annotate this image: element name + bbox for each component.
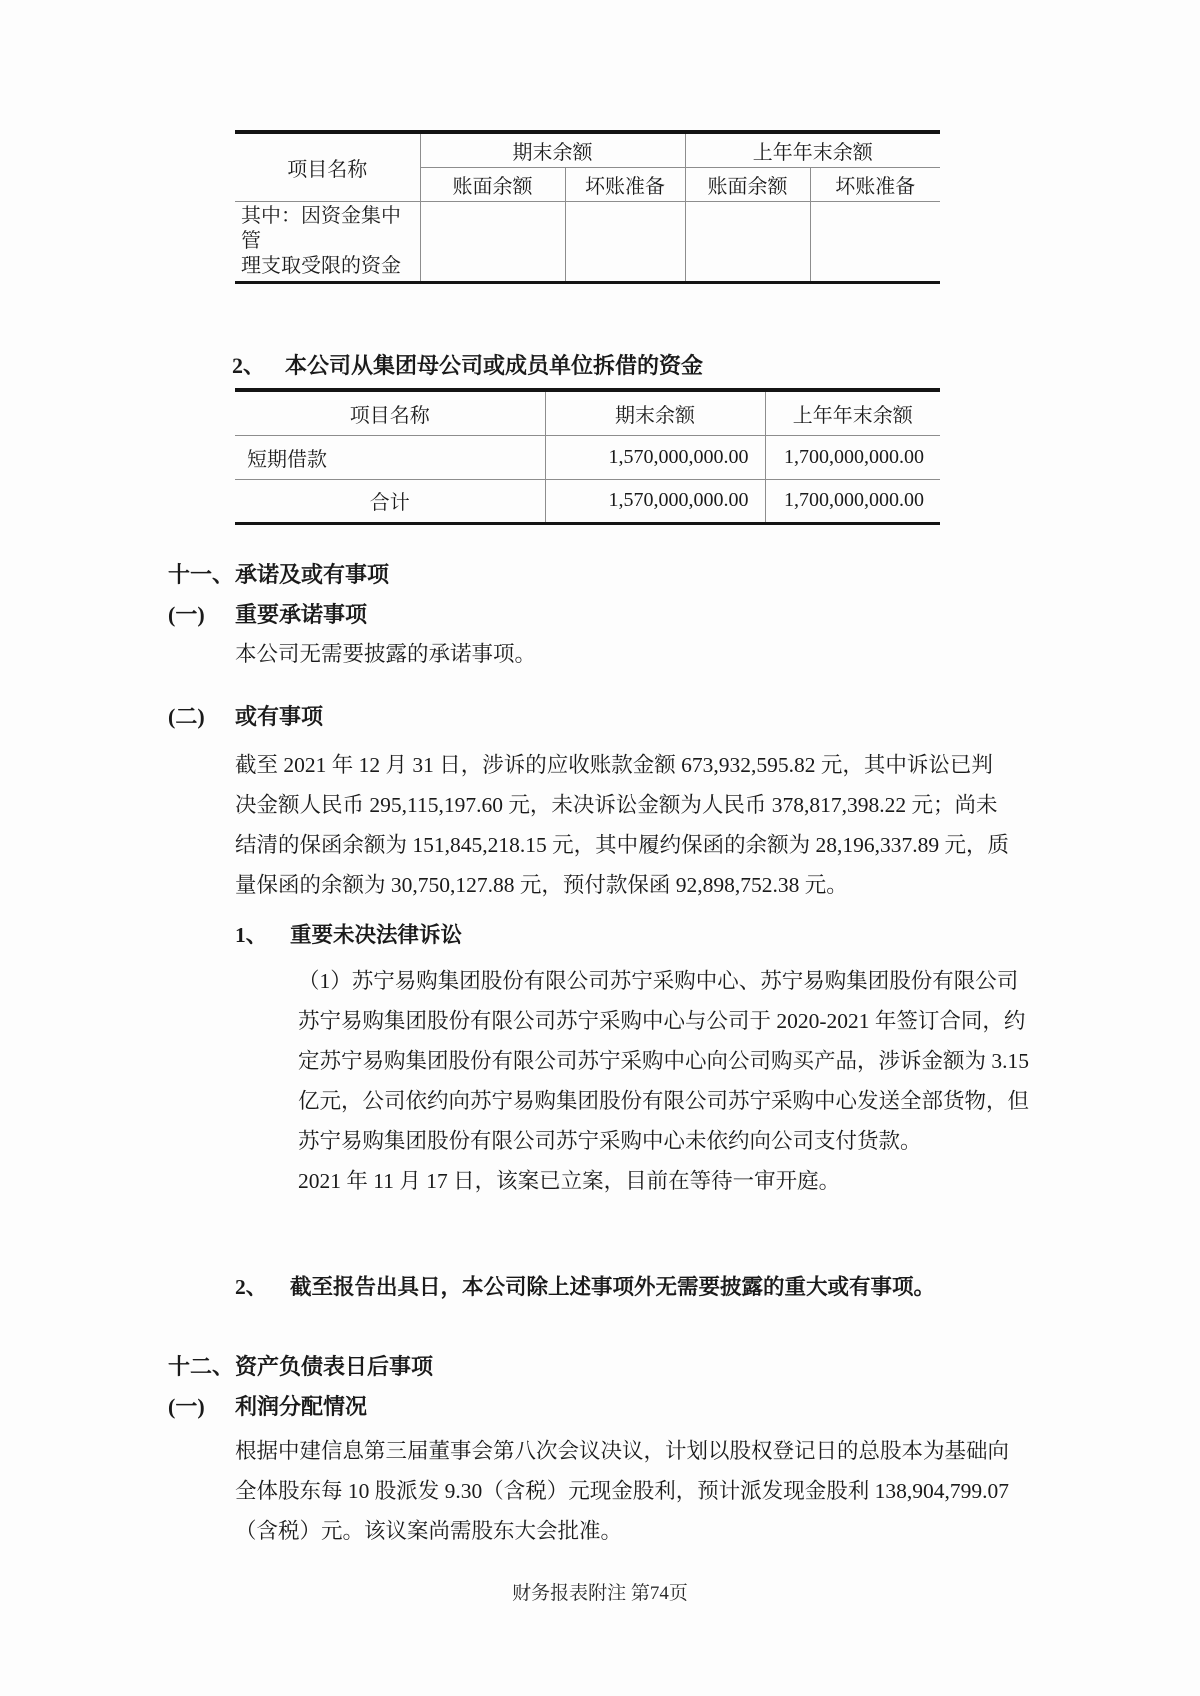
borrowed-funds-heading — [232, 352, 1200, 380]
pending-litigation-heading — [235, 921, 1200, 949]
heading-title: 重要承诺事项 — [235, 601, 368, 627]
heading-number: 十一、 — [168, 561, 235, 587]
table1-header-closing-bad-debt: 坏账准备 — [565, 168, 685, 202]
section-11-heading — [168, 561, 1200, 589]
paragraph-line: 定苏宁易购集团股份有限公司苏宁采购中心向公司购买产品，涉诉金额为 3.15 — [298, 1048, 1030, 1073]
table2-row-short-term-loan — [235, 435, 940, 479]
table1-cell-closing-book — [420, 202, 565, 283]
paragraph-line: 苏宁易购集团股份有限公司苏宁采购中心与公司于 2020-2021 年签订合同，约 — [298, 1008, 1026, 1033]
item-name-line2: 理支取受限的资金 — [241, 255, 401, 277]
item-name-line1: 其中：因资金集中管 — [241, 205, 401, 252]
table1-cell-closing-bad — [565, 202, 685, 283]
table2-cell-closing: 1,570,000,000.00 — [545, 435, 765, 479]
table2-header-item-name: 项目名称 — [235, 390, 545, 435]
table1-header-prior-bad-debt: 坏账准备 — [810, 168, 940, 202]
heading-title: 利润分配情况 — [235, 1393, 368, 1419]
table2-cell-total-prior: 1,700,000,000.00 — [765, 479, 940, 523]
heading-number: (一) — [168, 601, 205, 627]
heading-number: 1、 — [235, 922, 268, 947]
paragraph-line: 全体股东每 10 股派发 9.30（含税）元现金股利，预计派发现金股利 138,904,799.07 — [235, 1478, 1010, 1503]
heading-title: 重要未决法律诉讼 — [290, 922, 463, 947]
restricted-funds-table — [235, 130, 940, 284]
heading-number: (一) — [168, 1393, 205, 1419]
paragraph-line: 亿元，公司依约向苏宁易购集团股份有限公司苏宁采购中心发送全部货物，但 — [298, 1088, 1030, 1113]
page-footer: 财务报表附注 第74页 — [512, 1583, 688, 1604]
contingencies-paragraph — [235, 745, 1047, 905]
heading-number: 2、 — [235, 1274, 268, 1299]
no-other-contingencies-heading — [235, 1273, 1200, 1301]
table1-header-prior-year-balance: 上年年末余额 — [685, 132, 940, 168]
table1-cell-item-name — [235, 202, 420, 283]
heading-title: 截至报告出具日，本公司除上述事项外无需要披露的重大或有事项。 — [290, 1274, 936, 1299]
commitments-body-text: 本公司无需要披露的承诺事项。 — [235, 641, 537, 666]
heading-title: 承诺及或有事项 — [235, 561, 390, 587]
table1-header-closing-balance: 期末余额 — [420, 132, 685, 168]
table1-header-closing-book-balance: 账面余额 — [420, 168, 565, 202]
borrowed-funds-table — [235, 388, 940, 525]
paragraph-line: 2021 年 11 月 17 日，该案已立案，目前在等待一审开庭。 — [298, 1168, 841, 1193]
paragraph-line: 决金额人民币 295,115,197.60 元，未决诉讼金额为人民币 378,817,398.22 元；尚未 — [235, 792, 998, 817]
profit-distribution-paragraph — [235, 1431, 1047, 1551]
table2-cell-name: 短期借款 — [235, 435, 545, 479]
section-12-heading — [168, 1353, 1200, 1381]
table2-cell-prior: 1,700,000,000.00 — [765, 435, 940, 479]
paragraph-line: 根据中建信息第三届董事会第八次会议决议，计划以股权登记日的总股本为基础向 — [235, 1438, 1010, 1463]
heading-title: 本公司从集团母公司或成员单位拆借的资金 — [285, 353, 704, 378]
table1-header-item-name: 项目名称 — [235, 132, 420, 202]
paragraph-line: 截至 2021 年 12 月 31 日，涉诉的应收账款金额 673,932,595.82 元，其中诉讼已判 — [235, 752, 993, 777]
table1-row-restricted-funds — [235, 202, 940, 283]
table1-header-row-1 — [235, 132, 940, 168]
section-11-1-heading — [168, 601, 1200, 629]
heading-title: 资产负债表日后事项 — [235, 1353, 434, 1379]
heading-number: 十二、 — [168, 1353, 235, 1379]
table1-cell-prior-bad — [810, 202, 940, 283]
table2-row-total — [235, 479, 940, 523]
paragraph-line: （1）苏宁易购集团股份有限公司苏宁采购中心、苏宁易购集团股份有限公司 — [298, 968, 1019, 993]
table1-header-prior-book-balance: 账面余额 — [685, 168, 810, 202]
table2-header-row — [235, 390, 940, 435]
table1-cell-prior-book — [685, 202, 810, 283]
paragraph-line: （含税）元。该议案尚需股东大会批准。 — [235, 1518, 623, 1543]
table2-cell-total-label: 合计 — [235, 479, 545, 523]
heading-number: 2、 — [232, 353, 266, 378]
section-12-1-heading — [168, 1393, 1200, 1421]
litigation-paragraph — [298, 961, 1048, 1201]
table2-header-closing-balance: 期末余额 — [545, 390, 765, 435]
table2-header-prior-year-balance: 上年年末余额 — [765, 390, 940, 435]
paragraph-line: 结清的保函余额为 151,845,218.15 元，其中履约保函的余额为 28,196,337.89 元，质 — [235, 832, 1010, 857]
paragraph-line: 量保函的余额为 30,750,127.88 元，预付款保函 92,898,752.38 元。 — [235, 872, 848, 897]
section-11-2-heading — [168, 703, 1200, 731]
table2-cell-total-closing: 1,570,000,000.00 — [545, 479, 765, 523]
heading-number: (二) — [168, 703, 205, 729]
heading-title: 或有事项 — [235, 703, 324, 729]
paragraph-line: 苏宁易购集团股份有限公司苏宁采购中心未依约向公司支付货款。 — [298, 1128, 922, 1153]
